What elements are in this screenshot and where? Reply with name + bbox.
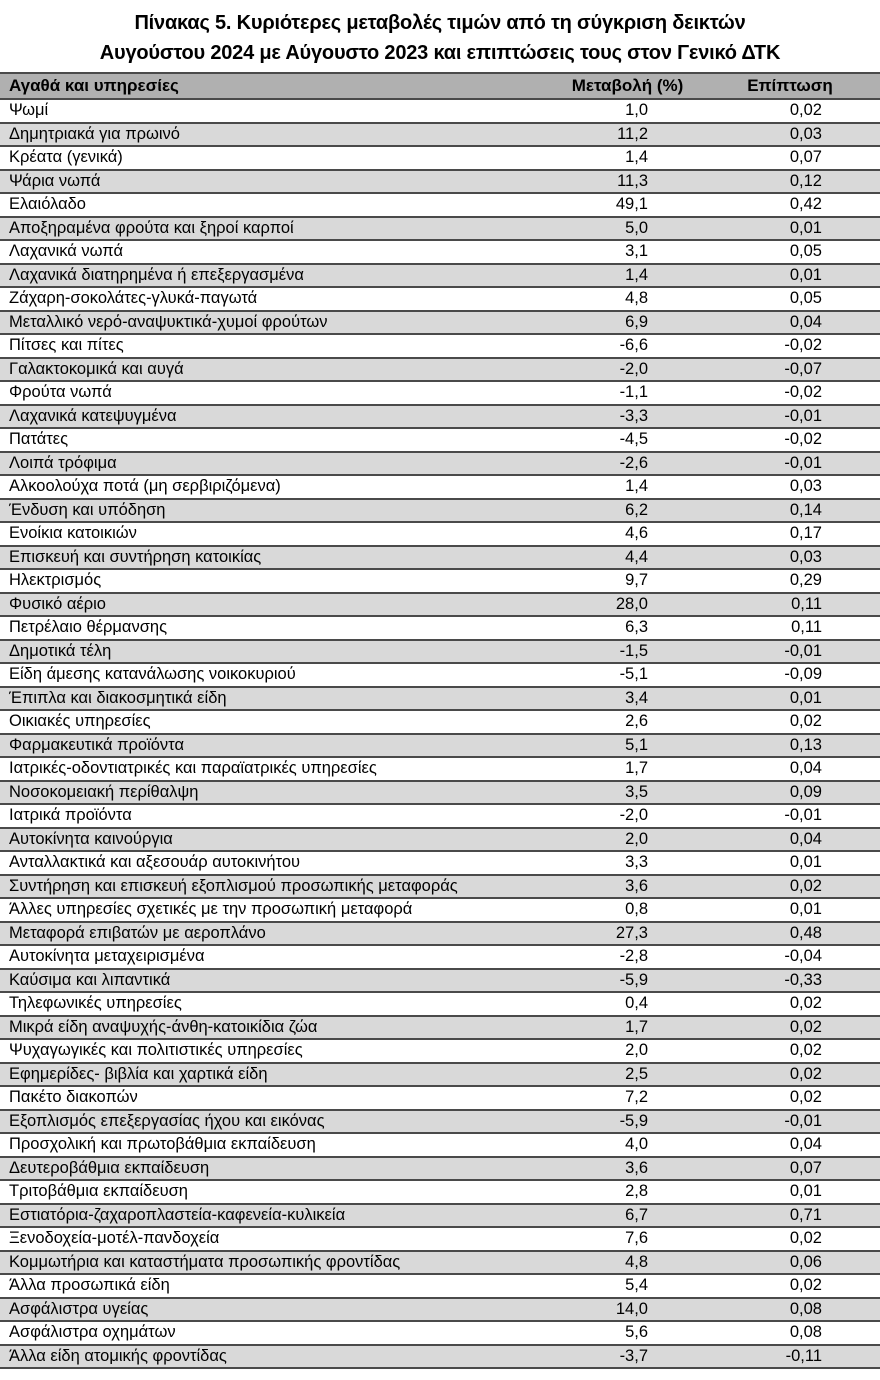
impact-value: 0,03 <box>789 477 822 496</box>
item-name: Κρέατα (γενικά) <box>9 148 123 167</box>
impact-value: 0,01 <box>789 1182 822 1201</box>
change-value: 5,4 <box>625 1276 648 1295</box>
change-value: 5,0 <box>625 218 648 237</box>
change-value: 6,9 <box>625 312 648 331</box>
change-value: 9,7 <box>625 571 648 590</box>
item-name: Ψάρια νωπά <box>9 171 101 190</box>
change-value: 1,4 <box>625 148 648 167</box>
item-name: Οικιακές υπηρεσίες <box>9 712 151 731</box>
impact-value: -0,01 <box>784 641 822 660</box>
impact-value: -0,02 <box>784 430 822 449</box>
change-value: 1,0 <box>625 101 648 120</box>
item-name: Έπιπλα και διακοσμητικά είδη <box>9 688 227 707</box>
item-name: Γαλακτοκομικά και αυγά <box>9 359 184 378</box>
change-value: 49,1 <box>615 195 648 214</box>
item-name: Άλλες υπηρεσίες σχετικές με την προσωπική μεταφορά <box>9 900 413 919</box>
item-name: Λοιπά τρόφιμα <box>9 453 117 472</box>
table-row <box>0 663 880 687</box>
change-value: 3,3 <box>625 853 648 872</box>
impact-value: 0,02 <box>789 712 822 731</box>
title-line-2: Αυγούστου 2024 με Αύγουστο 2023 και επιπτώσεις τους στον Γενικό ΔΤΚ <box>99 42 781 64</box>
change-value: 2,0 <box>625 1041 648 1060</box>
impact-value: -0,11 <box>785 1346 822 1365</box>
change-value: -5,1 <box>619 665 648 684</box>
item-name: Αυτοκίνητα καινούργια <box>9 829 173 848</box>
impact-value: 0,03 <box>789 547 822 566</box>
item-name: Ενοίκια κατοικιών <box>9 524 137 543</box>
impact-value: 0,04 <box>789 312 822 331</box>
table-row <box>0 757 880 781</box>
table-row <box>0 1157 880 1181</box>
table-row <box>0 922 880 946</box>
item-name: Ιατρικές-οδοντιατρικές και παραϊατρικές υπηρεσίες <box>9 759 377 778</box>
table-row <box>0 146 880 170</box>
change-value: 3,6 <box>625 876 648 895</box>
impact-value: 0,01 <box>789 265 822 284</box>
table-row <box>0 1039 880 1063</box>
table-row <box>0 710 880 734</box>
table-row <box>0 804 880 828</box>
impact-value: 0,05 <box>789 289 822 308</box>
table-row <box>0 1086 880 1110</box>
table-body <box>0 99 880 1368</box>
item-name: Μεταλλικό νερό-αναψυκτικά-χυμοί φρούτων <box>9 312 328 331</box>
change-value: -2,6 <box>619 453 648 472</box>
table-row <box>0 499 880 523</box>
impact-value: 0,71 <box>789 1205 822 1224</box>
item-name: Πακέτο διακοπών <box>9 1088 138 1107</box>
impact-value: 0,02 <box>789 994 822 1013</box>
item-name: Επισκευή και συντήρηση κατοικίας <box>9 547 262 566</box>
change-value: -4,5 <box>619 430 648 449</box>
table-row <box>0 1180 880 1204</box>
change-value: 7,2 <box>625 1088 648 1107</box>
col-header-impact: Επίπτωση <box>700 73 880 99</box>
table-row <box>0 828 880 852</box>
impact-value: 0,06 <box>789 1252 822 1271</box>
change-value: -2,0 <box>619 806 648 825</box>
table-row <box>0 1321 880 1345</box>
impact-value: 0,01 <box>789 853 822 872</box>
change-value: 5,6 <box>625 1323 648 1342</box>
table-row <box>0 1063 880 1087</box>
change-value: 1,4 <box>625 265 648 284</box>
impact-value: -0,09 <box>784 665 822 684</box>
change-value: 3,1 <box>625 242 648 261</box>
table-row <box>0 898 880 922</box>
item-name: Φρούτα νωπά <box>9 383 112 402</box>
change-value: -3,7 <box>619 1346 648 1365</box>
change-value: 3,4 <box>625 688 648 707</box>
item-name: Ιατρικά προϊόντα <box>9 806 132 825</box>
table-row <box>0 1133 880 1157</box>
table-row <box>0 1251 880 1275</box>
impact-value: 0,04 <box>789 759 822 778</box>
table-row <box>0 875 880 899</box>
impact-value: 0,02 <box>789 1064 822 1083</box>
change-value: 4,6 <box>625 524 648 543</box>
impact-value: -0,02 <box>784 383 822 402</box>
change-value: -5,9 <box>619 970 648 989</box>
change-value: -3,3 <box>619 406 648 425</box>
change-value: 7,6 <box>625 1229 648 1248</box>
item-name: Εστιατόρια-ζαχαροπλαστεία-καφενεία-κυλικεία <box>9 1205 346 1224</box>
change-value: 5,1 <box>625 735 648 754</box>
impact-value: 0,13 <box>789 735 822 754</box>
table-row <box>0 593 880 617</box>
change-value: -1,1 <box>619 383 648 402</box>
change-value: 11,2 <box>617 124 648 143</box>
table-header-row <box>0 73 880 99</box>
impact-value: 0,05 <box>789 242 822 261</box>
change-value: 0,4 <box>625 994 648 1013</box>
table-row <box>0 193 880 217</box>
change-value: 2,6 <box>625 712 648 731</box>
col-header-change-percent: Μεταβολή (%) <box>555 73 700 99</box>
impact-value: 0,02 <box>789 101 822 120</box>
table-row <box>0 287 880 311</box>
impact-value: 0,04 <box>789 1135 822 1154</box>
impact-value: -0,07 <box>784 359 822 378</box>
impact-value: 0,02 <box>789 1276 822 1295</box>
title-line-1: Πίνακας 5. Κυριότερες μεταβολές τιμών από τη σύγκριση δεικτών <box>134 12 746 34</box>
item-name: Ψωμί <box>9 101 49 120</box>
item-name: Πίτσες και πίτες <box>9 336 124 355</box>
change-value: 6,3 <box>625 618 648 637</box>
table-row <box>0 240 880 264</box>
impact-value: -0,02 <box>784 336 822 355</box>
item-name: Λαχανικά κατεψυγμένα <box>9 406 177 425</box>
change-value: 6,2 <box>625 500 648 519</box>
change-value: 2,8 <box>625 1182 648 1201</box>
item-name: Ηλεκτρισμός <box>9 571 102 590</box>
table-row <box>0 992 880 1016</box>
table-row <box>0 945 880 969</box>
change-value: 0,8 <box>625 900 648 919</box>
table-row <box>0 123 880 147</box>
change-value: -2,8 <box>619 947 648 966</box>
item-name: Ασφάλιστρα οχημάτων <box>9 1323 176 1342</box>
table-row <box>0 217 880 241</box>
change-value: 6,7 <box>625 1205 648 1224</box>
item-name: Δημοτικά τέλη <box>9 641 112 660</box>
impact-value: 0,11 <box>791 594 822 613</box>
table-row <box>0 264 880 288</box>
impact-value: 0,01 <box>789 688 822 707</box>
impact-value: 0,29 <box>789 571 822 590</box>
item-name: Ανταλλακτικά και αξεσουάρ αυτοκινήτου <box>9 853 301 872</box>
table-row <box>0 99 880 123</box>
impact-value: 0,08 <box>789 1299 822 1318</box>
impact-value: 0,09 <box>789 782 822 801</box>
table-row <box>0 734 880 758</box>
item-name: Μεταφορά επιβατών με αεροπλάνο <box>9 923 266 942</box>
item-name: Κομμωτήρια και καταστήματα προσωπικής φροντίδας <box>9 1252 401 1271</box>
impact-value: -0,01 <box>784 406 822 425</box>
change-value: 4,4 <box>625 547 648 566</box>
table-row <box>0 781 880 805</box>
item-name: Ασφάλιστρα υγείας <box>9 1299 149 1318</box>
impact-value: 0,07 <box>789 1158 822 1177</box>
item-name: Άλλα είδη ατομικής φροντίδας <box>9 1346 227 1365</box>
table-row <box>0 405 880 429</box>
table-row <box>0 334 880 358</box>
item-name: Εξοπλισμός επεξεργασίας ήχου και εικόνας <box>9 1111 325 1130</box>
impact-value: 0,02 <box>789 876 822 895</box>
table-title <box>0 0 880 72</box>
table-row <box>0 170 880 194</box>
impact-value: 0,14 <box>789 500 822 519</box>
item-name: Καύσιμα και λιπαντικά <box>9 970 171 989</box>
table-row <box>0 546 880 570</box>
change-value: 3,5 <box>625 782 648 801</box>
table-row <box>0 1274 880 1298</box>
item-name: Πετρέλαιο θέρμανσης <box>9 618 168 637</box>
impact-value: 0,12 <box>789 171 822 190</box>
item-name: Αλκοολούχα ποτά (μη σερβιριζόμενα) <box>9 477 281 496</box>
impact-value: -0,04 <box>784 947 822 966</box>
item-name: Νοσοκομειακή περίθαλψη <box>9 782 199 801</box>
table-row <box>0 687 880 711</box>
item-name: Αποξηραμένα φρούτα και ξηροί καρποί <box>9 218 294 237</box>
impact-value: 0,08 <box>789 1323 822 1342</box>
change-value: -6,6 <box>619 336 648 355</box>
item-name: Πατάτες <box>9 430 69 449</box>
col-header-goods-services: Αγαθά και υπηρεσίες <box>0 73 555 99</box>
change-value: 1,7 <box>625 1017 648 1036</box>
table-row <box>0 1016 880 1040</box>
change-value: 27,3 <box>615 923 648 942</box>
item-name: Λαχανικά διατηρημένα ή επεξεργασμένα <box>9 265 304 284</box>
item-name: Τριτοβάθμια εκπαίδευση <box>9 1182 188 1201</box>
impact-value: -0,01 <box>784 1111 822 1130</box>
impact-value: 0,17 <box>789 524 822 543</box>
impact-value: -0,33 <box>784 970 822 989</box>
item-name: Μικρά είδη αναψυχής-άνθη-κατοικίδια ζώα <box>9 1017 318 1036</box>
item-name: Προσχολική και πρωτοβάθμια εκπαίδευση <box>9 1135 316 1154</box>
price-changes-table <box>0 72 880 1369</box>
table-row <box>0 1298 880 1322</box>
table-row <box>0 452 880 476</box>
change-value: 2,0 <box>625 829 648 848</box>
table-row <box>0 1110 880 1134</box>
item-name: Τηλεφωνικές υπηρεσίες <box>9 994 182 1013</box>
impact-value: 0,48 <box>789 923 822 942</box>
item-name: Ζάχαρη-σοκολάτες-γλυκά-παγωτά <box>9 289 258 308</box>
item-name: Δευτεροβάθμια εκπαίδευση <box>9 1158 210 1177</box>
table-row <box>0 475 880 499</box>
item-name: Ψυχαγωγικές και πολιτιστικές υπηρεσίες <box>9 1041 303 1060</box>
impact-value: 0,42 <box>789 195 822 214</box>
item-name: Συντήρηση και επισκευή εξοπλισμού προσωπικής μεταφοράς <box>9 876 458 895</box>
change-value: 3,6 <box>625 1158 648 1177</box>
item-name: Είδη άμεσης κατανάλωσης νοικοκυριού <box>9 665 296 684</box>
impact-value: 0,03 <box>789 124 822 143</box>
change-value: 4,0 <box>625 1135 648 1154</box>
item-name: Ένδυση και υπόδηση <box>9 500 166 519</box>
table-row <box>0 616 880 640</box>
change-value: 2,5 <box>625 1064 648 1083</box>
change-value: 1,4 <box>625 477 648 496</box>
change-value: 28,0 <box>615 594 648 613</box>
table-row <box>0 311 880 335</box>
table-row <box>0 969 880 993</box>
item-name: Φαρμακευτικά προϊόντα <box>9 735 184 754</box>
change-value: -2,0 <box>619 359 648 378</box>
item-name: Ξενοδοχεία-μοτέλ-πανδοχεία <box>9 1229 220 1248</box>
table-row <box>0 1345 880 1369</box>
impact-value: -0,01 <box>784 806 822 825</box>
impact-value: 0,02 <box>789 1017 822 1036</box>
table-row <box>0 640 880 664</box>
change-value: -5,9 <box>619 1111 648 1130</box>
impact-value: 0,02 <box>789 1088 822 1107</box>
change-value: 11,3 <box>617 171 648 190</box>
item-name: Λαχανικά νωπά <box>9 242 123 261</box>
change-value: -1,5 <box>619 641 648 660</box>
table-row <box>0 851 880 875</box>
item-name: Αυτοκίνητα μεταχειρισμένα <box>9 947 205 966</box>
impact-value: 0,02 <box>789 1229 822 1248</box>
table-row <box>0 381 880 405</box>
item-name: Ελαιόλαδο <box>9 195 86 214</box>
impact-value: 0,04 <box>789 829 822 848</box>
table-row <box>0 358 880 382</box>
table-row <box>0 522 880 546</box>
item-name: Εφημερίδες- βιβλία και χαρτικά είδη <box>9 1064 268 1083</box>
change-value: 4,8 <box>625 289 648 308</box>
table-row <box>0 1227 880 1251</box>
change-value: 14,0 <box>615 1299 648 1318</box>
table-row <box>0 428 880 452</box>
table-row <box>0 1204 880 1228</box>
item-name: Φυσικό αέριο <box>9 594 106 613</box>
impact-value: 0,07 <box>789 148 822 167</box>
impact-value: 0,01 <box>789 218 822 237</box>
change-value: 4,8 <box>625 1252 648 1271</box>
change-value: 1,7 <box>625 759 648 778</box>
table-row <box>0 569 880 593</box>
impact-value: -0,01 <box>784 453 822 472</box>
impact-value: 0,02 <box>789 1041 822 1060</box>
item-name: Δημητριακά για πρωινό <box>9 124 180 143</box>
impact-value: 0,11 <box>791 618 822 637</box>
item-name: Άλλα προσωπικά είδη <box>9 1276 170 1295</box>
impact-value: 0,01 <box>789 900 822 919</box>
